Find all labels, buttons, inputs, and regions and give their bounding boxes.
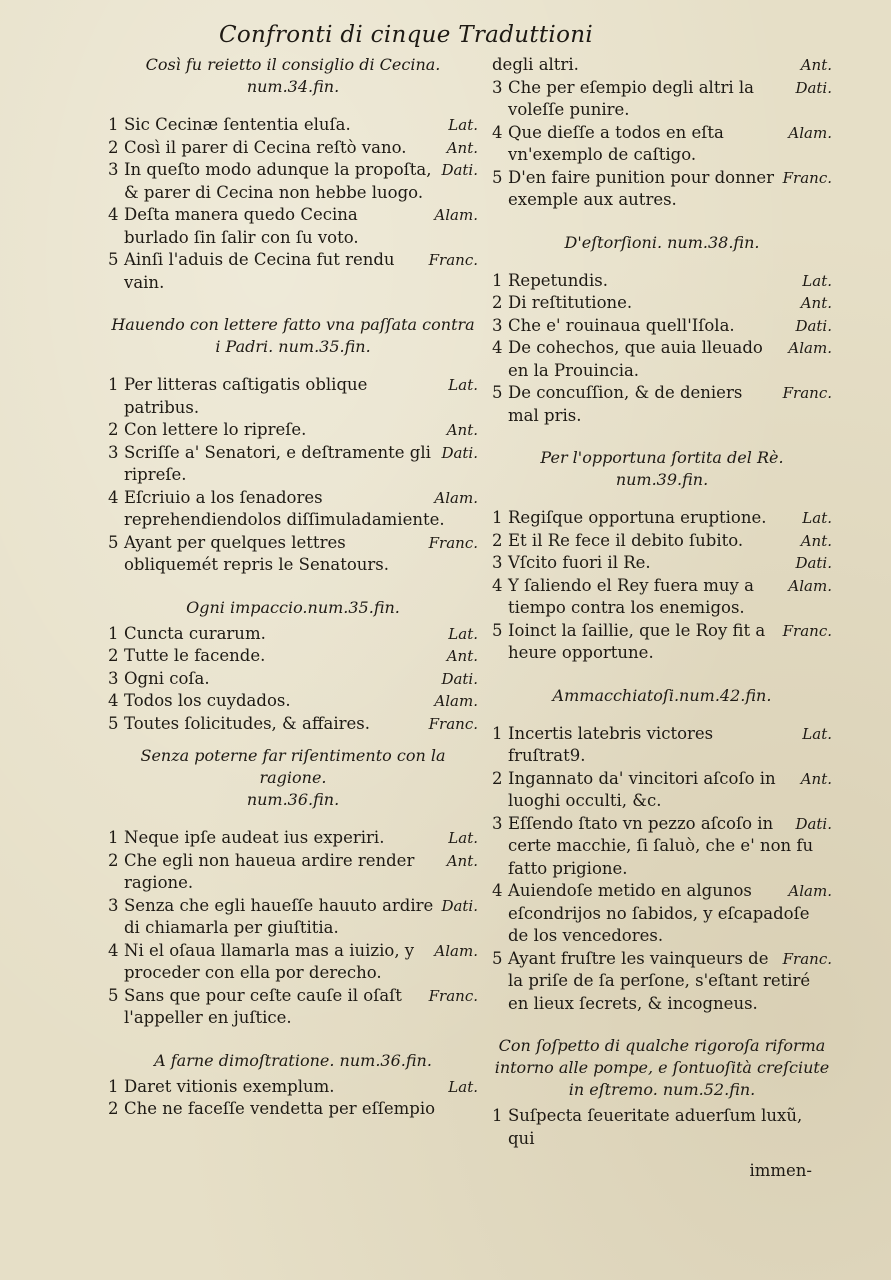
entry-text: Y ſaliendo el Rey fuera muy a tiempo contra los enemigos. [508,575,754,617]
translation-entry [108,374,478,419]
gloss-section [492,685,832,1016]
entry-body [508,768,832,813]
translator-tag: Alam. [434,206,478,224]
entry-body [124,827,478,850]
entry-number: 4 [108,691,119,710]
entry-text: degli altri. [492,55,579,74]
translation-entry [108,895,478,940]
translation-entry [108,137,478,160]
entry-number: 4 [108,487,119,507]
translator-tag: Lat. [448,1077,478,1096]
entry-text: Tutte le facende. [124,646,266,665]
entry-body [508,77,832,122]
heading-line: Ammacchiatoſi.num.42.fin. [552,685,772,705]
entry-text: Ayant fruſtre les vainqueurs de la priſe de ſa perſone, s'eſtant retiré en lieux ſecrets, & incogneus. [508,948,811,1013]
translator-tag: Alam. [434,941,478,960]
translator-tag: Dati. [441,443,478,462]
entry-body [124,645,478,668]
heading-line: num.36.fin. [246,790,340,809]
translation-entry [492,337,832,382]
entry-body [508,167,832,212]
entry-number: 5 [108,713,119,733]
gloss-section [492,447,832,665]
entry-text: Che per eſempio degli altri la voleſſe punire. [508,77,754,119]
translator-tag: Ant. [800,769,832,788]
entry-body [124,442,478,487]
translator-tag: Lat. [448,376,478,394]
entry-text: Di reſtitutione. [508,293,633,312]
translator-tag: Lat. [802,271,832,290]
entry-text: Regiſque opportuna eruptione. [508,508,767,527]
translation-entry [492,77,832,122]
entry-body [124,114,478,137]
translation-entry [108,114,478,137]
translator-tag: Ant. [800,294,832,312]
entry-number: 1 [108,375,119,394]
translator-tag: Franc. [428,251,478,269]
translator-tag: Lat. [448,624,478,643]
entry-body [508,948,832,1016]
entry-text: Ainſi l'aduis de Cecina fut rendu vain. [124,250,395,292]
entry-body [124,690,478,713]
translator-tag: Franc. [782,949,832,968]
entry-text: De concuſſion, & de deniers mal pris. [508,383,743,425]
translator-tag: Lat. [448,116,478,134]
entry-text: Repetundis. [508,270,608,290]
entry-text: Ni el oſaua llamarla mas a iuizio, y proceder con ella por derecho. [124,940,415,982]
left-column [108,54,478,1183]
continued-section [492,54,832,212]
translation-entry [492,948,832,1016]
translator-tag: Alam. [788,123,832,142]
entry-number: 3 [492,77,503,97]
entry-number: 2 [492,768,503,788]
gloss-section [108,745,478,1030]
entry-number: 1 [108,828,119,847]
entry-number: 2 [108,1099,119,1118]
entry-text: Vſcito fuori il Re. [508,553,651,572]
translation-entry [108,1076,478,1099]
entry-body [508,122,832,167]
entry-text: Et il Re fece il debito ſubito. [508,530,744,550]
entry-text: Eſſendo ſtato vn pezzo aſcoſo in certe macchie, ſi ſaluò, che e' non fu fatto prigione. [508,813,814,878]
translator-tag: Dati. [441,161,478,179]
translation-entry [108,487,478,532]
translation-entry [108,623,478,646]
entry-number: 5 [492,167,503,187]
translator-tag: Lat. [802,724,832,743]
entry-number: 1 [492,508,503,527]
entry-number: 5 [108,532,119,552]
entry-text: Ioinct la ſaillie, que le Roy fit a heure opportune. [508,620,766,662]
entry-body [124,713,478,736]
gloss-section [492,232,832,428]
entry-text: Che egli non haueua ardire render ragione. [124,850,415,892]
entry-number: 5 [492,383,503,402]
entry-number: 1 [492,270,503,290]
translation-entry [108,249,478,294]
entry-body [124,668,478,691]
heading-line: Con ſoſpetto di qualche rigoroſa riforma intorno alle pompe, e ſontuoſità creſciute in eſtremo. num.52.fin. [494,1036,830,1099]
translation-entry [492,507,832,530]
entry-body [508,292,832,315]
entry-number: 2 [492,293,503,312]
entry-body [508,620,832,665]
heading-line: Per l'opportuna ſortita del Rè. [540,448,784,467]
entry-number: 3 [108,668,119,688]
translation-entry [492,620,832,665]
translation-entry [492,1105,832,1150]
entry-text: Scriſſe a' Senatori, e deſtramente gli ripreſe. [124,442,431,484]
entry-text: In queſto modo adunque la propoſta, & parer di Cecina non hebbe luogo. [124,160,432,202]
translation-entry [108,690,478,713]
entry-text: Che ne faceſſe vendetta per eſſempio [124,1099,436,1118]
entry-body [124,249,478,294]
entry-number: 2 [108,646,119,665]
translation-entry [108,442,478,487]
translation-entry [492,270,832,293]
translator-tag: Alam. [788,576,832,595]
translation-entry [108,940,478,985]
translator-tag: Ant. [800,531,832,550]
entry-text: Per litteras caſtigatis oblique patribus. [124,375,368,417]
entry-body [124,374,478,419]
entry-body [124,159,478,204]
entry-body [508,552,832,575]
translator-tag: Alam. [788,882,832,900]
entry-body [508,880,832,948]
entry-body [124,850,478,895]
gloss-section [108,314,478,577]
entry-number: 2 [108,420,119,439]
continued-line [492,54,832,77]
entry-number: 2 [492,530,503,550]
entry-number: 5 [492,948,503,968]
entry-body [124,940,478,985]
running-head: Confronti di cinque Traduttioni [219,22,593,48]
translation-entry [108,850,478,895]
entry-body [508,270,832,293]
section-heading [108,745,478,811]
entry-text: Sans que pour ceſte cauſe il oſaſt l'appeller en juſtice. [124,985,402,1027]
entry-number: 4 [492,575,503,595]
entry-text: Sic Cecinæ ſententia eluſa. [124,115,351,134]
entry-text: Auiendoſe metido en algunos eſcondrijos no ſabidos, y eſcapadoſe de los vencedores. [508,881,810,945]
translator-tag: Ant. [446,851,478,870]
entry-text: Suſpecta ſeueritate aduerſum luxũ, qui [508,1106,803,1148]
translation-entry [492,530,832,553]
translator-tag: Lat. [448,829,478,847]
gloss-section [492,1035,832,1150]
entry-number: 4 [492,881,503,900]
translator-tag: Alam. [788,339,832,357]
entry-text: Con lettere lo ripreſe. [124,420,307,439]
translator-tag: Dati. [441,669,478,688]
entry-number: 1 [108,115,119,134]
entry-text: Senza che egli haueſſe hauuto ardire di chiamarla per giuſtitia. [124,895,434,937]
entry-body [124,532,478,577]
entry-number: 2 [108,137,119,157]
entry-number: 3 [492,553,503,572]
heading-line: num.34.fin. [246,77,340,96]
translation-entry [108,668,478,691]
entry-body [124,1076,478,1099]
section-heading [108,1050,478,1072]
gloss-section [108,1050,478,1121]
translation-entry [492,880,832,948]
entry-body [124,623,478,646]
translation-entry [108,419,478,442]
entry-number: 3 [108,160,119,179]
translator-tag: Franc. [428,714,478,733]
translation-entry [492,723,832,768]
entry-text: Ogni coſa. [124,668,210,688]
right-column [492,54,832,1183]
entry-number: 3 [108,895,119,915]
entry-text: Deſta manera quedo Cecina burlado ſin ſalir con ſu voto. [124,205,359,247]
entry-text: D'en faire punition pour donner exemple aux autres. [508,167,774,209]
entry-number: 5 [108,985,119,1005]
entry-body [508,1105,832,1150]
translator-tag: Ant. [446,647,478,665]
entry-body [508,723,832,768]
entry-text: Ingannato da' vincitori aſcoſo in luoghi occulti, &c. [508,768,776,810]
translator-tag: Alam. [434,488,478,507]
entry-number: 3 [492,813,503,833]
heading-line: Ogni impaccio.num.35.fin. [186,597,400,617]
section-heading [492,685,832,707]
entry-body [124,419,478,442]
translation-entry [492,575,832,620]
translator-tag: Dati. [795,78,832,97]
gloss-section [108,54,478,294]
entry-number: 3 [108,442,119,462]
translation-entry [108,713,478,736]
translator-tag: Lat. [802,509,832,527]
translator-tag: Franc. [782,621,832,640]
entry-body [124,895,478,940]
entry-text: Daret vitionis exemplum. [124,1076,335,1096]
entry-text: Que dieſſe a todos en eſta vn'exemplo de caſtigo. [508,122,724,164]
translation-entry [108,1098,478,1121]
translator-tag: Dati. [795,814,832,833]
translation-entry [108,827,478,850]
entry-text: Ayant per quelques lettres obliquemét repris le Senatours. [124,532,389,574]
section-heading [108,314,478,358]
translator-tag: Franc. [782,168,832,187]
section-heading [108,54,478,98]
section-heading [492,447,832,491]
entry-text: Eſcriuio a los ſenadores reprehendiendolos diſſimuladamiente. [124,487,445,529]
translation-entry [492,768,832,813]
entry-text: Così il parer di Cecina reſtò vano. [124,137,407,157]
two-columns [108,54,843,1183]
entry-number: 5 [108,250,119,269]
entry-body [124,1098,478,1121]
gloss-section [108,597,478,736]
heading-line: A farne dimoſtratione. num.36.fin. [154,1050,432,1070]
entry-number: 1 [492,1106,503,1125]
entry-body [508,315,832,338]
translation-entry [492,813,832,881]
translation-entry [492,167,832,212]
entry-text: De cohechos, que auia lleuado en la Prouincia. [508,338,763,380]
entry-number: 5 [492,620,503,640]
entry-body [508,530,832,553]
entry-body [508,507,832,530]
translator-tag: Franc. [428,986,478,1005]
translator-tag: Ant. [800,56,832,74]
entry-body [508,813,832,881]
heading-line: D'eſtorſioni. num.38.fin. [564,232,760,252]
heading-line: num.39.fin. [615,470,709,489]
entry-body [124,204,478,249]
entry-number: 4 [108,205,119,224]
catchword: immen- [749,1161,812,1180]
entry-body [124,137,478,160]
entry-number: 1 [492,723,503,743]
translation-entry [108,985,478,1030]
translator-tag: Ant. [446,138,478,157]
entry-body [124,487,478,532]
entry-number: 4 [492,338,503,357]
translation-entry [492,552,832,575]
entry-number: 4 [492,122,503,142]
section-heading [108,597,478,619]
translator-tag: Franc. [782,384,832,402]
translation-entry [492,315,832,338]
translator-tag: Dati. [795,554,832,572]
translator-tag: Franc. [428,533,478,552]
entry-number: 1 [108,1076,119,1096]
translation-entry [492,382,832,427]
translation-entry [492,122,832,167]
entry-text: Toutes ſolicitudes, & affaires. [124,713,371,733]
entry-number: 4 [108,940,119,960]
translator-tag: Dati. [795,316,832,335]
entry-body [508,575,832,620]
entry-text: Neque ipſe audeat ius experiri. [124,828,385,847]
section-heading [492,232,832,254]
entry-text: Cuncta curarum. [124,623,266,643]
translator-tag: Ant. [446,421,478,439]
entry-text: Todos los cuydados. [124,691,291,710]
translation-entry [108,645,478,668]
entry-number: 1 [108,623,119,643]
entry-body [124,985,478,1030]
translator-tag: Alam. [434,692,478,710]
heading-line: Così fu reietto il consiglio di Cecina. [145,55,441,74]
translation-entry [108,159,478,204]
entry-number: 3 [492,315,503,335]
entry-number: 2 [108,850,119,870]
translation-entry [492,292,832,315]
entry-body [508,382,832,427]
translation-entry [108,532,478,577]
heading-line: Hauendo con lettere fatto vna paſſata contra i Padri. num.35.fin. [111,315,475,356]
section-heading [492,1035,832,1101]
translator-tag: Dati. [441,896,478,915]
translation-entry [108,204,478,249]
entry-text: Incertis latebris victores fruſtrat9. [508,723,714,765]
heading-line: Senza poterne far riſentimento con la ragione. [140,746,446,787]
entry-text: Che e' rouinaua quell'Iſola. [508,315,735,335]
entry-body [508,337,832,382]
